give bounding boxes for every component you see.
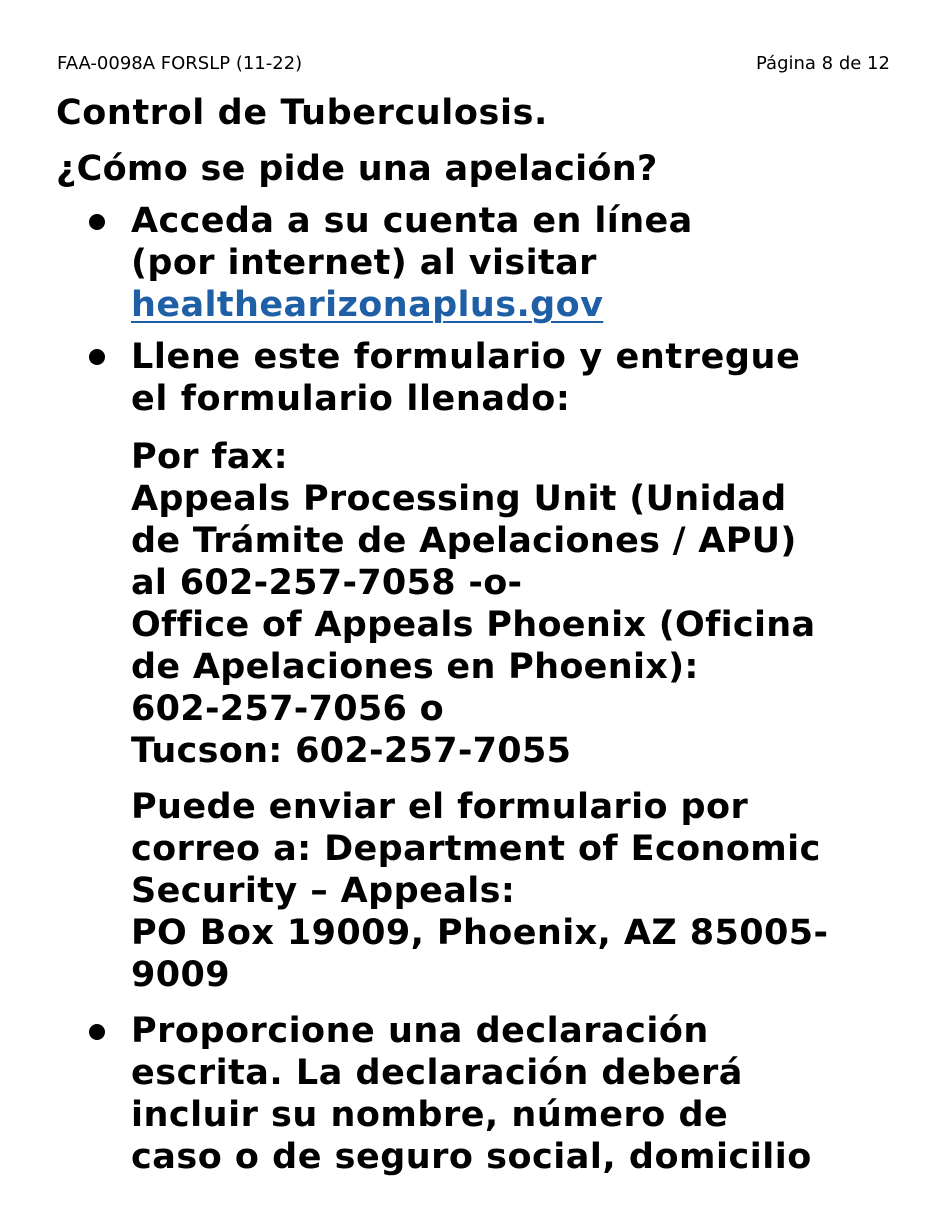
- mail-line: 9009: [131, 955, 231, 995]
- website-link[interactable]: healthearizonaplus.gov: [131, 285, 604, 325]
- fax-line: 602-257-7056 o: [131, 689, 445, 729]
- bullet-text: (por internet) al visitar: [131, 243, 597, 283]
- bullet-online-access: [131, 200, 693, 326]
- fax-line: Tucson: 602-257-7055: [131, 731, 572, 771]
- bullet-text: incluir su nombre, número de: [131, 1095, 729, 1135]
- form-id: FAA-0098A FORSLP (11-22): [57, 53, 303, 74]
- fax-line: Office of Appeals Phoenix (Oficina: [131, 605, 816, 645]
- bullet-text: escrita. La declaración deberá: [131, 1053, 743, 1093]
- bullet-written-statement: [131, 1010, 812, 1178]
- bullet-fill-form: [131, 336, 800, 420]
- mail-line: Puede enviar el formulario por: [131, 787, 749, 827]
- fax-line: de Trámite de Apelaciones / APU): [131, 521, 797, 561]
- page-number: Página 8 de 12: [756, 53, 890, 74]
- question-heading: ¿Cómo se pide una apelación?: [56, 149, 658, 189]
- mail-line: correo a: Department of Economic: [131, 829, 821, 869]
- bullet-icon: [89, 214, 105, 230]
- bullet-icon: [89, 349, 105, 365]
- bullet-icon: [89, 1024, 105, 1040]
- bullet-text: el formulario llenado:: [131, 379, 571, 419]
- mail-line: PO Box 19009, Phoenix, AZ 85005-: [131, 913, 829, 953]
- fax-line: Appeals Processing Unit (Unidad: [131, 479, 787, 519]
- bullet-text: caso o de seguro social, domicilio: [131, 1137, 812, 1177]
- fax-instructions: [131, 436, 815, 772]
- fax-line: al 602-257-7058 -o-: [131, 563, 523, 603]
- bullet-text: Proporcione una declaración: [131, 1011, 709, 1051]
- bullet-text: Llene este formulario y entregue: [131, 337, 801, 377]
- section-heading: Control de Tuberculosis.: [56, 93, 548, 133]
- mail-line: Security – Appeals:: [131, 871, 516, 911]
- mail-instructions: [131, 786, 828, 996]
- fax-line: de Apelaciones en Phoenix):: [131, 647, 699, 687]
- bullet-text: Acceda a su cuenta en línea: [131, 201, 693, 241]
- fax-line: Por fax:: [131, 437, 288, 477]
